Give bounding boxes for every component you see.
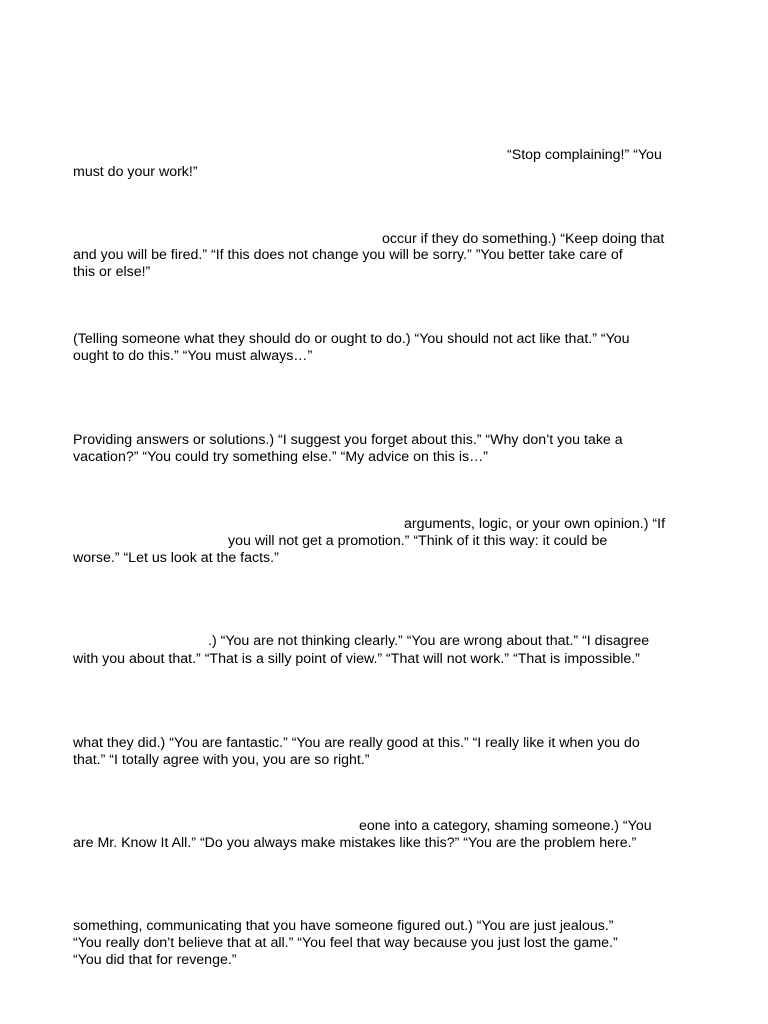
text-line: that.” “I totally agree with you, you are so right.” xyxy=(73,752,370,768)
text-line: (Telling someone what they should do or ought to do.) “You should not act like that.” “You xyxy=(73,331,630,347)
text-line: “Stop complaining!” “You xyxy=(507,147,662,163)
text-line: vacation?” “You could try something else.” “My advice on this is…” xyxy=(73,449,489,465)
text-line: occur if they do something.) “Keep doing that xyxy=(382,231,665,247)
text-line: are Mr. Know It All.” “Do you always make mistakes like this?” “You are the problem here.” xyxy=(73,835,637,851)
text-line: must do your work!” xyxy=(73,164,198,180)
text-line: and you will be fired.” “If this does not change you will be sorry.” ”You better take care of xyxy=(73,247,623,263)
text-line: this or else!” xyxy=(73,264,151,280)
text-line: you will not get a promotion.” “Think of it this way: it could be xyxy=(228,533,608,549)
text-line: with you about that.” “That is a silly point of view.” “That will not work.” “That is impossible.” xyxy=(73,651,640,667)
text-line: Providing answers or solutions.) “I suggest you forget about this.” “Why don’t you take a xyxy=(73,432,623,448)
text-line: “You really don’t believe that at all.” “You feel that way because you just lost the game.” xyxy=(73,935,618,951)
text-line: worse.” “Let us look at the facts.” xyxy=(73,550,279,566)
text-line: ought to do this.” “You must always…” xyxy=(73,348,313,364)
text-line: arguments, logic, or your own opinion.) “If xyxy=(404,516,666,532)
text-line: something, communicating that you have someone figured out.) “You are just jealous.” xyxy=(73,918,614,934)
text-line: “You did that for revenge.” xyxy=(73,952,237,968)
text-line: .) “You are not thinking clearly.” “You are wrong about that.” “I disagree xyxy=(208,633,650,649)
text-line: what they did.) “You are fantastic.” “You are really good at this.” “I really like it when you do xyxy=(73,735,640,751)
text-line: eone into a category, shaming someone.) “You xyxy=(359,818,652,834)
